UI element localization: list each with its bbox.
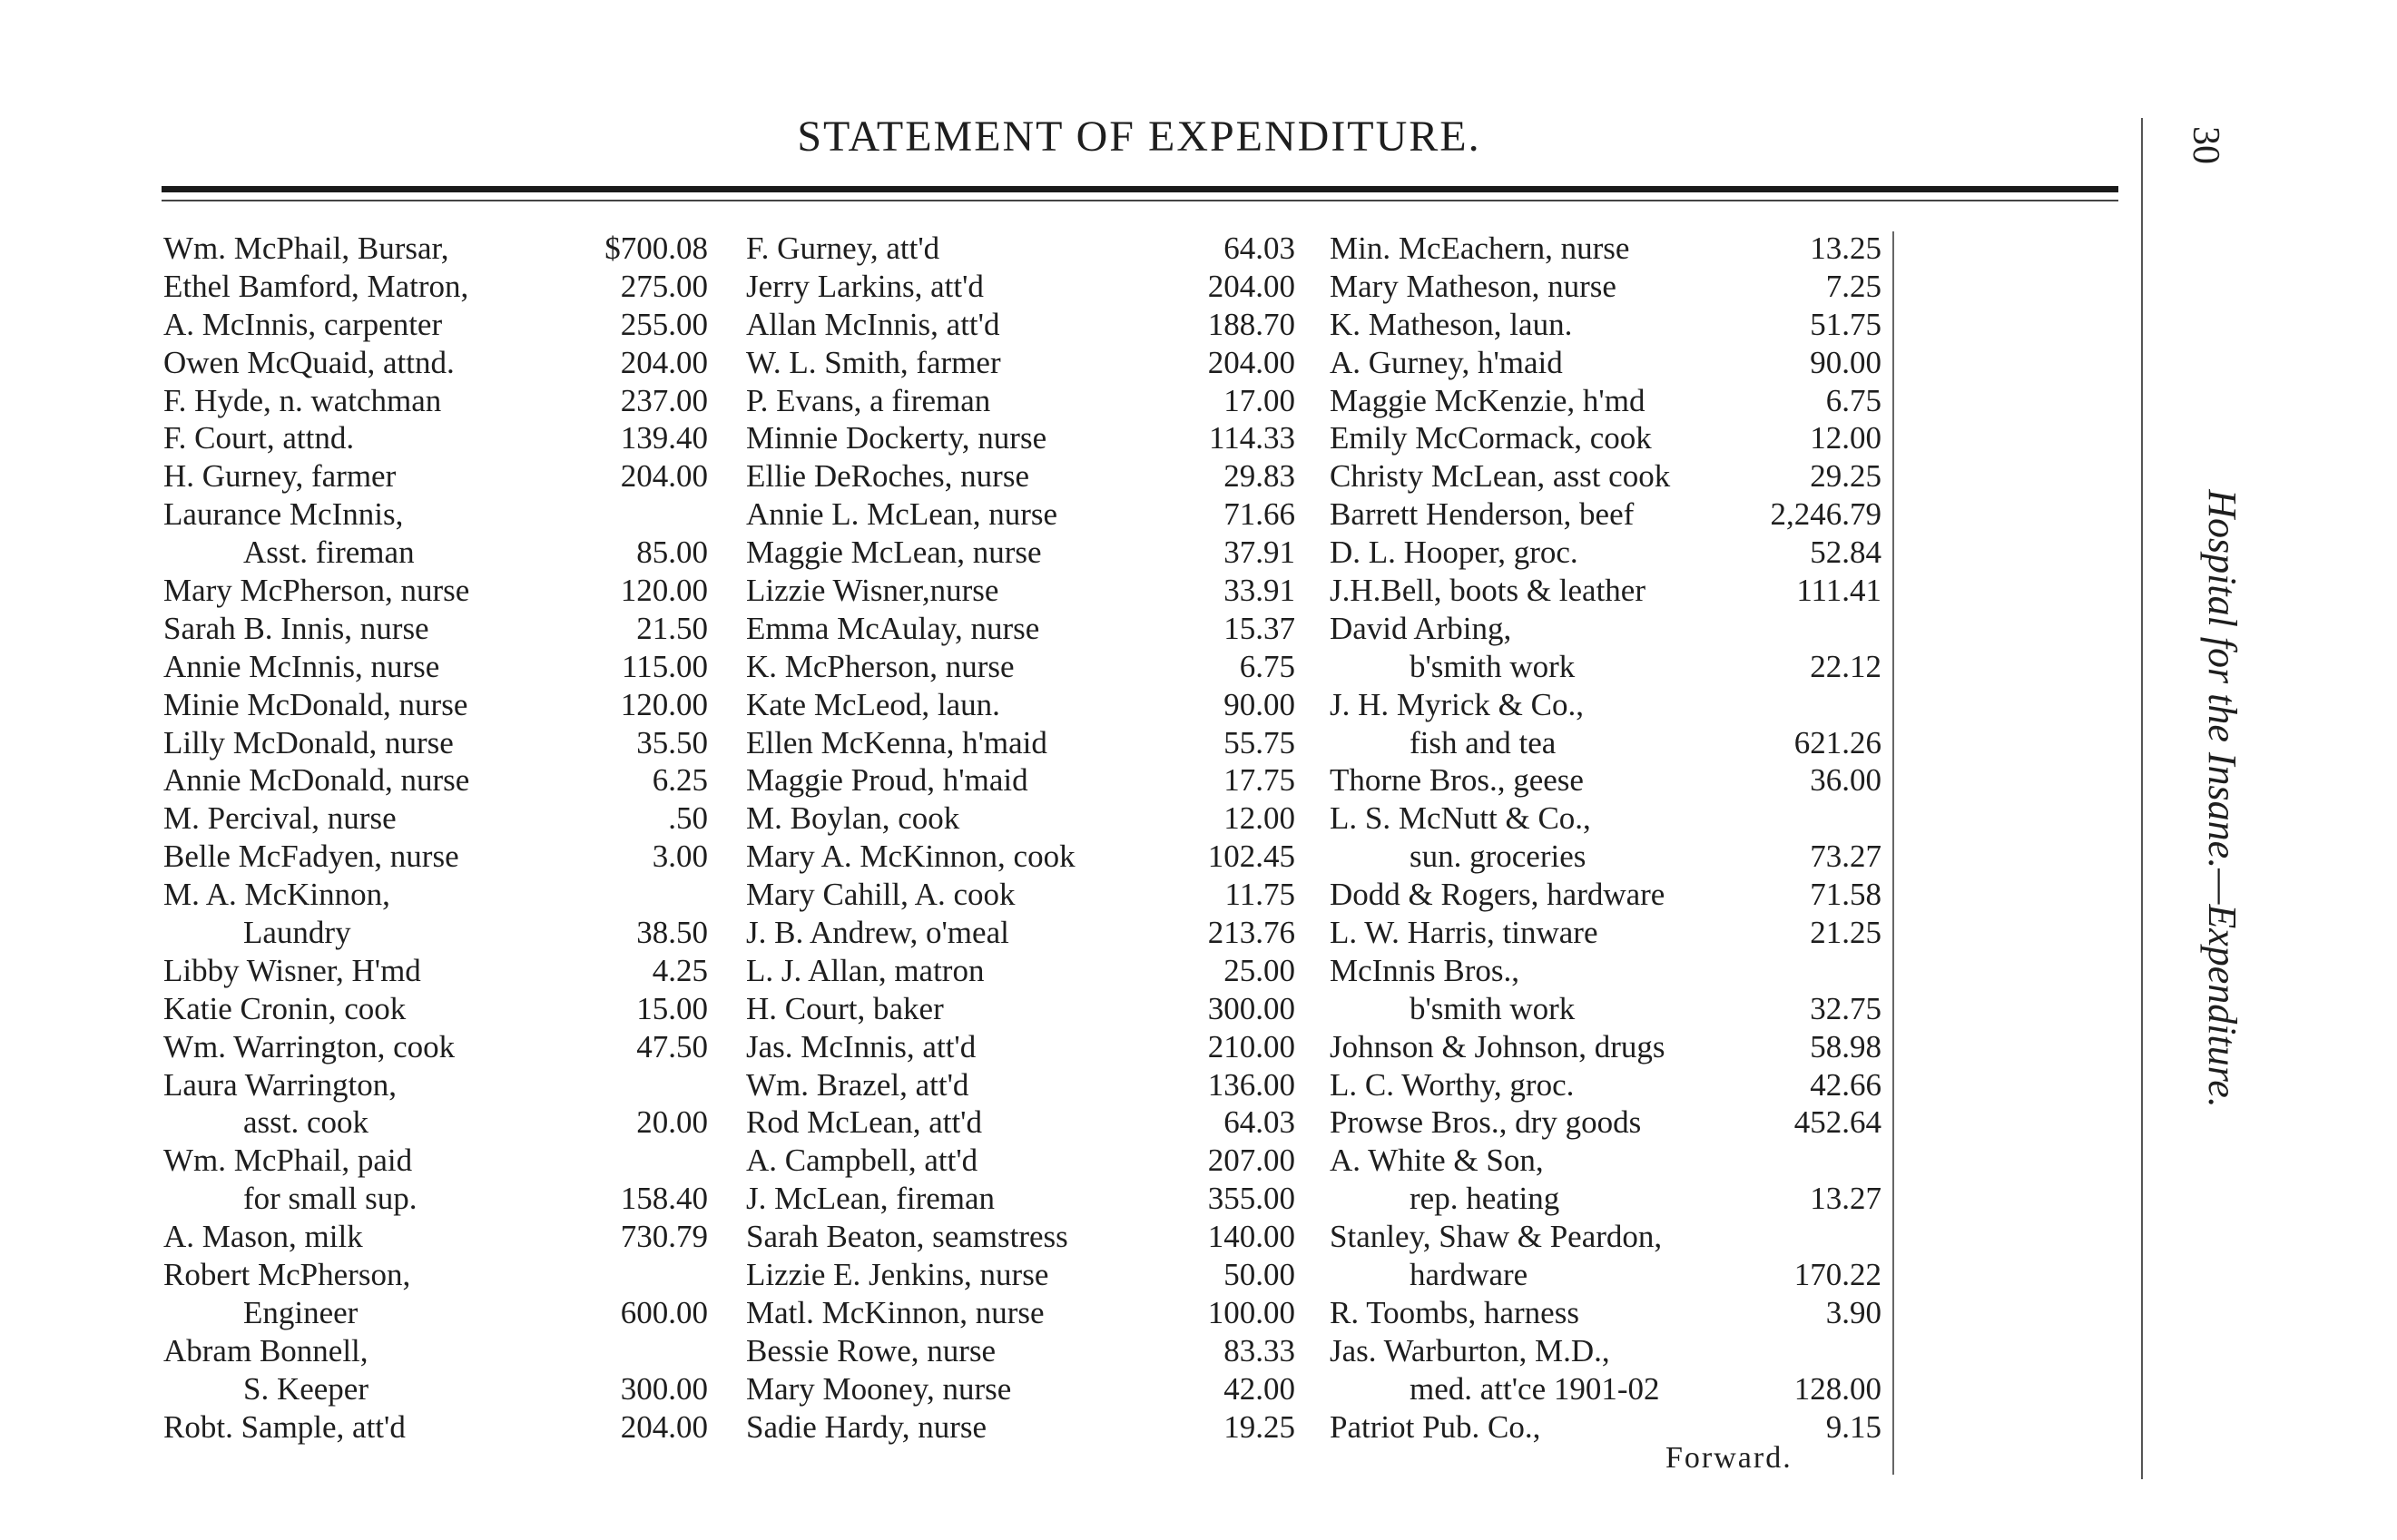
ledger-entry-name: Libby Wisner, H'md	[163, 952, 421, 988]
ledger-row	[163, 495, 708, 534]
ledger-entry-name: K. McPherson, nurse	[746, 648, 1015, 684]
ledger-entry-amount: 85.00	[636, 535, 708, 571]
ledger-row	[163, 572, 708, 610]
ledger-row	[1330, 268, 1881, 306]
ledger-row	[746, 648, 1295, 686]
ledger-entry-name: Thorne Bros., geese	[1330, 762, 1584, 799]
ledger-entry-amount: 120.00	[620, 686, 708, 722]
ledger-row	[746, 686, 1295, 724]
ledger-entry-amount: 7.25	[1825, 268, 1881, 304]
ledger-entry-amount: 25.00	[1223, 952, 1295, 988]
ledger-entry-name: J. B. Andrew, o'meal	[746, 915, 1009, 951]
ledger-entry-name: Annie L. McLean, nurse	[746, 496, 1058, 533]
ledger-entry-name: Katie Cronin, cook	[163, 990, 407, 1026]
ledger-row	[1330, 230, 1881, 268]
column-divider	[1892, 231, 1894, 1475]
ledger-row	[163, 1256, 708, 1294]
ledger-row	[746, 1294, 1295, 1332]
ledger-entry-amount: .50	[668, 800, 708, 837]
ledger-row	[163, 648, 708, 686]
ledger-entry-amount: 4.25	[652, 952, 708, 988]
ledger-entry-name: Laura Warrington,	[163, 1066, 397, 1103]
ledger-entry-amount: 35.50	[636, 724, 708, 760]
ledger-entry-amount: 6.75	[1825, 382, 1881, 418]
ledger-entry-name: W. L. Smith, farmer	[746, 344, 1001, 380]
ledger-entry-amount: 3.00	[652, 839, 708, 875]
ledger-entry-amount: 42.00	[1223, 1370, 1295, 1407]
ledger-entry-amount: 139.40	[620, 420, 708, 456]
ledger-entry-name: P. Evans, a fireman	[746, 382, 991, 418]
ledger-row	[163, 306, 708, 344]
ledger-entry-amount: 21.25	[1810, 915, 1881, 951]
ledger-entry-name: Emma McAulay, nurse	[746, 610, 1040, 646]
ledger-entry-name: sun. groceries	[1410, 839, 1587, 875]
ledger-entry-name: b'smith work	[1410, 990, 1576, 1026]
ledger-row	[1330, 838, 1881, 876]
ledger-entry-name: Min. McEachern, nurse	[1330, 231, 1630, 266]
ledger-entry-name: McInnis Bros.,	[1330, 952, 1520, 988]
ledger-entry-amount: 170.22	[1793, 1257, 1881, 1293]
ledger-entry-name: Annie McDonald, nurse	[163, 762, 470, 799]
ledger-entry-name: Johnson & Johnson, drugs	[1330, 1028, 1665, 1064]
ledger-row	[1330, 1066, 1881, 1104]
ledger-row	[1330, 572, 1881, 610]
ledger-entry-amount: 188.70	[1207, 306, 1295, 342]
ledger-entry-name: L. S. McNutt & Co.,	[1330, 800, 1591, 837]
ledger-entry-name: J. H. Myrick & Co.,	[1330, 686, 1584, 722]
ledger-entry-name: A. Gurney, h'maid	[1330, 344, 1563, 380]
ledger-entry-amount: 204.00	[620, 344, 708, 380]
expenditure-column-2	[746, 230, 1295, 1447]
ledger-entry-name: L. C. Worthy, groc.	[1330, 1066, 1575, 1103]
ledger-entry-amount: 29.25	[1810, 458, 1881, 495]
ledger-row	[746, 990, 1295, 1028]
ledger-row	[746, 1370, 1295, 1408]
ledger-row	[746, 761, 1295, 799]
ledger-row	[1330, 876, 1881, 914]
ledger-row	[746, 1142, 1295, 1180]
ledger-row	[163, 610, 708, 648]
ledger-row	[163, 230, 708, 268]
ledger-entry-name: M. Percival, nurse	[163, 800, 397, 837]
ledger-entry-name: Robt. Sample, att'd	[163, 1408, 406, 1445]
ledger-row	[163, 382, 708, 420]
ledger-row	[1330, 1256, 1881, 1294]
ledger-row	[746, 876, 1295, 914]
ledger-entry-amount: 51.75	[1810, 306, 1881, 342]
ledger-entry-amount: 210.00	[1207, 1028, 1295, 1064]
ledger-row	[1330, 1142, 1881, 1180]
ledger-entry-amount: 136.00	[1207, 1066, 1295, 1103]
ledger-entry-name: David Arbing,	[1330, 610, 1512, 646]
ledger-entry-amount: 100.00	[1207, 1294, 1295, 1330]
ledger-row	[746, 230, 1295, 268]
ledger-entry-name: Sarah B. Innis, nurse	[163, 610, 429, 646]
ledger-row	[1330, 1104, 1881, 1142]
ledger-row	[163, 838, 708, 876]
ledger-entry-amount: 355.00	[1207, 1181, 1295, 1217]
ledger-entry-amount: 6.75	[1239, 648, 1295, 684]
ledger-entry-amount: 36.00	[1810, 762, 1881, 799]
ledger-entry-amount: 20.00	[636, 1104, 708, 1141]
ledger-row	[746, 1256, 1295, 1294]
ledger-row	[746, 1104, 1295, 1142]
ledger-row	[163, 724, 708, 762]
ledger-row	[746, 534, 1295, 572]
ledger-entry-name: A. Mason, milk	[163, 1219, 363, 1255]
ledger-entry-amount: 90.00	[1810, 344, 1881, 380]
ledger-entry-name: D. L. Hooper, groc.	[1330, 535, 1578, 571]
ledger-row	[163, 457, 708, 495]
ledger-entry-name: Jas. McInnis, att'd	[746, 1028, 977, 1064]
ledger-entry-name: fish and tea	[1410, 724, 1557, 760]
ledger-row	[1330, 382, 1881, 420]
ledger-entry-amount: 19.25	[1223, 1408, 1295, 1445]
ledger-entry-name: Lilly McDonald, nurse	[163, 724, 454, 760]
ledger-entry-amount: 71.66	[1223, 496, 1295, 533]
ledger-entry-name: Mary Cahill, A. cook	[746, 877, 1016, 913]
ledger-entry-amount: 275.00	[620, 268, 708, 304]
ledger-entry-name: A. Campbell, att'd	[746, 1143, 978, 1179]
ledger-entry-name: Annie McInnis, nurse	[163, 648, 440, 684]
ledger-entry-amount: 73.27	[1810, 839, 1881, 875]
ledger-entry-amount: 6.25	[652, 762, 708, 799]
ledger-entry-name: Lizzie E. Jenkins, nurse	[746, 1257, 1049, 1293]
ledger-entry-name: Mary Mooney, nurse	[746, 1370, 1012, 1407]
ledger-row	[163, 1408, 708, 1447]
ledger-entry-name: Matl. McKinnon, nurse	[746, 1294, 1045, 1330]
ledger-entry-amount: 11.75	[1224, 877, 1295, 913]
ledger-row	[746, 344, 1295, 382]
ledger-row	[1330, 799, 1881, 838]
ledger-entry-name: Emily McCormack, cook	[1330, 420, 1652, 456]
page-number: 30	[2185, 126, 2226, 164]
ledger-entry-name: Wm. McPhail, Bursar,	[163, 231, 449, 266]
header-rule-thin	[162, 200, 2118, 201]
ledger-row	[163, 799, 708, 838]
ledger-entry-amount: 52.84	[1810, 535, 1881, 571]
ledger-entry-name: for small sup.	[243, 1181, 418, 1217]
ledger-row	[1330, 534, 1881, 572]
ledger-entry-name: Ellie DeRoches, nurse	[746, 458, 1029, 495]
ledger-entry-name: M. Boylan, cook	[746, 800, 960, 837]
ledger-entry-name: Mary A. McKinnon, cook	[746, 839, 1076, 875]
ledger-entry-name: Maggie McKenzie, h'md	[1330, 382, 1645, 418]
ledger-entry-name: F. Hyde, n. watchman	[163, 382, 442, 418]
ledger-entry-amount: 300.00	[1207, 990, 1295, 1026]
ledger-row	[746, 1332, 1295, 1370]
ledger-entry-name: Laundry	[243, 915, 351, 951]
ledger-entry-amount: 2,246.79	[1770, 496, 1881, 533]
ledger-row	[163, 534, 708, 572]
ledger-entry-amount: 204.00	[620, 1408, 708, 1445]
ledger-row	[1330, 306, 1881, 344]
ledger-row	[163, 1218, 708, 1256]
ledger-row	[746, 724, 1295, 762]
ledger-entry-amount: 83.33	[1223, 1332, 1295, 1368]
ledger-row	[1330, 344, 1881, 382]
ledger-row	[163, 686, 708, 724]
ledger-row	[163, 952, 708, 990]
ledger-row	[163, 268, 708, 306]
ledger-entry-name: Ethel Bamford, Matron,	[163, 268, 469, 304]
ledger-entry-amount: 120.00	[620, 573, 708, 609]
forward-label: Forward.	[1665, 1441, 1793, 1475]
ledger-entry-amount: 12.00	[1223, 800, 1295, 837]
ledger-entry-amount: 22.12	[1810, 648, 1881, 684]
ledger-row	[1330, 457, 1881, 495]
ledger-entry-amount: 600.00	[620, 1294, 708, 1330]
ledger-entry-amount: 237.00	[620, 382, 708, 418]
ledger-entry-name: Jerry Larkins, att'd	[746, 268, 984, 304]
ledger-row	[163, 1332, 708, 1370]
ledger-entry-amount: 15.37	[1223, 610, 1295, 646]
ledger-entry-name: Wm. Brazel, att'd	[746, 1066, 969, 1103]
ledger-entry-name: Owen McQuaid, attnd.	[163, 344, 455, 380]
ledger-entry-amount: $700.08	[604, 231, 708, 266]
ledger-entry-amount: 64.03	[1223, 1104, 1295, 1141]
ledger-entry-amount: 204.00	[1207, 344, 1295, 380]
ledger-row	[746, 1180, 1295, 1218]
ledger-entry-name: H. Court, baker	[746, 990, 944, 1026]
ledger-row	[746, 1218, 1295, 1256]
ledger-entry-name: Robert McPherson,	[163, 1257, 411, 1293]
ledger-entry-name: J.H.Bell, boots & leather	[1330, 573, 1646, 609]
ledger-entry-name: Sarah Beaton, seamstress	[746, 1219, 1068, 1255]
ledger-row	[163, 914, 708, 952]
ledger-entry-name: rep. heating	[1410, 1181, 1560, 1217]
expenditure-column-3	[1330, 230, 1881, 1447]
ledger-entry-amount: 15.00	[636, 990, 708, 1026]
ledger-entry-name: Maggie Proud, h'maid	[746, 762, 1028, 799]
ledger-entry-name: A. White & Son,	[1330, 1143, 1544, 1179]
ledger-entry-amount: 17.00	[1223, 382, 1295, 418]
ledger-entry-amount: 213.76	[1207, 915, 1295, 951]
ledger-row	[1330, 761, 1881, 799]
ledger-row	[1330, 419, 1881, 457]
ledger-entry-name: H. Gurney, farmer	[163, 458, 397, 495]
ledger-row	[746, 1408, 1295, 1447]
ledger-entry-name: L. W. Harris, tinware	[1330, 915, 1598, 951]
ledger-row	[1330, 610, 1881, 648]
ledger-row	[163, 1066, 708, 1104]
ledger-entry-amount: 204.00	[1207, 268, 1295, 304]
ledger-row	[746, 495, 1295, 534]
ledger-row	[746, 457, 1295, 495]
ledger-entry-amount: 158.40	[620, 1181, 708, 1217]
ledger-entry-amount: 17.75	[1223, 762, 1295, 799]
ledger-entry-amount: 204.00	[620, 458, 708, 495]
ledger-entry-name: Minnie Dockerty, nurse	[746, 420, 1047, 456]
ledger-row	[1330, 914, 1881, 952]
ledger-row	[1330, 1332, 1881, 1370]
header-rule-thick	[162, 186, 2118, 192]
ledger-row	[1330, 686, 1881, 724]
ledger-entry-amount: 42.66	[1810, 1066, 1881, 1103]
ledger-entry-name: J. McLean, fireman	[746, 1181, 996, 1217]
ledger-entry-amount: 90.00	[1223, 686, 1295, 722]
ledger-entry-amount: 58.98	[1810, 1028, 1881, 1064]
ledger-row	[746, 1028, 1295, 1066]
ledger-row	[746, 306, 1295, 344]
ledger-entry-amount: 29.83	[1223, 458, 1295, 495]
ledger-row	[746, 838, 1295, 876]
page-title: STATEMENT OF EXPENDITURE.	[797, 113, 1481, 161]
ledger-row	[1330, 1370, 1881, 1408]
ledger-entry-name: Engineer	[243, 1294, 359, 1330]
ledger-row	[1330, 1028, 1881, 1066]
ledger-entry-amount: 9.15	[1825, 1408, 1881, 1445]
ledger-row	[746, 382, 1295, 420]
ledger-entry-amount: 111.41	[1796, 573, 1881, 609]
ledger-entry-amount: 452.64	[1793, 1104, 1881, 1141]
ledger-row	[746, 914, 1295, 952]
ledger-entry-name: M. A. McKinnon,	[163, 877, 390, 913]
ledger-row	[1330, 1180, 1881, 1218]
ledger-entry-name: Laurance McInnis,	[163, 496, 404, 533]
ledger-entry-name: Patriot Pub. Co.,	[1330, 1408, 1541, 1445]
ledger-entry-amount: 3.90	[1825, 1294, 1881, 1330]
ledger-entry-name: F. Gurney, att'd	[746, 231, 940, 266]
ledger-entry-name: Bessie Rowe, nurse	[746, 1332, 997, 1368]
ledger-row	[1330, 952, 1881, 990]
ledger-row	[163, 1104, 708, 1142]
ledger-row	[746, 1066, 1295, 1104]
ledger-entry-name: Barrett Henderson, beef	[1330, 496, 1635, 533]
ledger-row	[1330, 990, 1881, 1028]
ledger-entry-amount: 55.75	[1223, 724, 1295, 760]
ledger-entry-name: b'smith work	[1410, 648, 1576, 684]
ledger-row	[746, 799, 1295, 838]
ledger-entry-name: Asst. fireman	[243, 535, 415, 571]
ledger-entry-amount: 102.45	[1207, 839, 1295, 875]
ledger-row	[1330, 648, 1881, 686]
ledger-entry-name: Maggie McLean, nurse	[746, 535, 1042, 571]
ledger-row	[746, 268, 1295, 306]
ledger-entry-amount: 140.00	[1207, 1219, 1295, 1255]
ledger-entry-amount: 64.03	[1223, 231, 1295, 266]
ledger-entry-name: Lizzie Wisner,nurse	[746, 573, 999, 609]
ledger-entry-amount: 32.75	[1810, 990, 1881, 1026]
ledger-row	[163, 1142, 708, 1180]
ledger-entry-amount: 37.91	[1223, 535, 1295, 571]
ledger-row	[746, 952, 1295, 990]
ledger-entry-name: asst. cook	[243, 1104, 369, 1141]
ledger-entry-amount: 13.27	[1810, 1181, 1881, 1217]
ledger-entry-name: Wm. Warrington, cook	[163, 1028, 456, 1064]
ledger-entry-name: hardware	[1410, 1257, 1528, 1293]
ledger-entry-amount: 730.79	[620, 1219, 708, 1255]
ledger-entry-name: Abram Bonnell,	[163, 1332, 368, 1368]
ledger-entry-name: Belle McFadyen, nurse	[163, 839, 459, 875]
ledger-row	[163, 1370, 708, 1408]
ledger-entry-name: Dodd & Rogers, hardware	[1330, 877, 1665, 913]
ledger-entry-name: Wm. McPhail, paid	[163, 1143, 413, 1179]
ledger-row	[1330, 1294, 1881, 1332]
ledger-entry-amount: 115.00	[622, 648, 708, 684]
ledger-entry-name: Rod McLean, att'd	[746, 1104, 982, 1141]
ledger-entry-name: Sadie Hardy, nurse	[746, 1408, 987, 1445]
ledger-row	[1330, 724, 1881, 762]
ledger-row	[1330, 1218, 1881, 1256]
ledger-entry-name: S. Keeper	[243, 1370, 369, 1407]
ledger-row	[163, 1028, 708, 1066]
ledger-entry-name: L. J. Allan, matron	[746, 952, 985, 988]
ledger-entry-amount: 255.00	[620, 306, 708, 342]
ledger-entry-amount: 38.50	[636, 915, 708, 951]
ledger-entry-amount: 21.50	[636, 610, 708, 646]
ledger-row	[746, 572, 1295, 610]
ledger-entry-name: Christy McLean, asst cook	[1330, 458, 1671, 495]
ledger-entry-amount: 207.00	[1207, 1143, 1295, 1179]
ledger-entry-name: Mary Matheson, nurse	[1330, 268, 1616, 304]
ledger-entry-amount: 47.50	[636, 1028, 708, 1064]
ledger-entry-name: Prowse Bros., dry goods	[1330, 1104, 1642, 1141]
ledger-row	[163, 761, 708, 799]
ledger-row	[746, 419, 1295, 457]
ledger-entry-amount: 50.00	[1223, 1257, 1295, 1293]
ledger-entry-name: F. Court, attnd.	[163, 420, 355, 456]
ledger-row	[163, 419, 708, 457]
ledger-entry-name: Stanley, Shaw & Peardon,	[1330, 1219, 1663, 1255]
ledger-entry-name: Jas. Warburton, M.D.,	[1330, 1332, 1610, 1368]
ledger-entry-name: Kate McLeod, laun.	[746, 686, 1000, 722]
ledger-row	[163, 1180, 708, 1218]
ledger-row	[163, 876, 708, 914]
ledger-row	[163, 344, 708, 382]
running-head: Hospital for the Insane.—Expenditure.	[2200, 489, 2245, 1108]
ledger-entry-amount: 13.25	[1810, 231, 1881, 266]
ledger-entry-amount: 12.00	[1810, 420, 1881, 456]
ledger-entry-name: K. Matheson, laun.	[1330, 306, 1573, 342]
ledger-entry-name: Allan McInnis, att'd	[746, 306, 1000, 342]
ledger-entry-amount: 300.00	[620, 1370, 708, 1407]
ledger-row	[163, 990, 708, 1028]
ledger-entry-name: Ellen McKenna, h'maid	[746, 724, 1047, 760]
ledger-entry-amount: 621.26	[1793, 724, 1881, 760]
ledger-entry-name: R. Toombs, harness	[1330, 1294, 1579, 1330]
ledger-entry-amount: 114.33	[1209, 420, 1295, 456]
ledger-row	[746, 610, 1295, 648]
ledger-row	[163, 1294, 708, 1332]
ledger-row	[1330, 495, 1881, 534]
margin-divider	[2141, 118, 2143, 1479]
ledger-entry-name: A. McInnis, carpenter	[163, 306, 443, 342]
ledger-entry-name: Mary McPherson, nurse	[163, 573, 470, 609]
ledger-entry-amount: 71.58	[1810, 877, 1881, 913]
ledger-entry-amount: 33.91	[1223, 573, 1295, 609]
ledger-row	[1330, 1408, 1881, 1447]
ledger-entry-name: Minie McDonald, nurse	[163, 686, 468, 722]
ledger-entry-name: med. att'ce 1901-02	[1410, 1370, 1660, 1407]
ledger-entry-amount: 128.00	[1793, 1370, 1881, 1407]
expenditure-column-1	[163, 230, 708, 1447]
